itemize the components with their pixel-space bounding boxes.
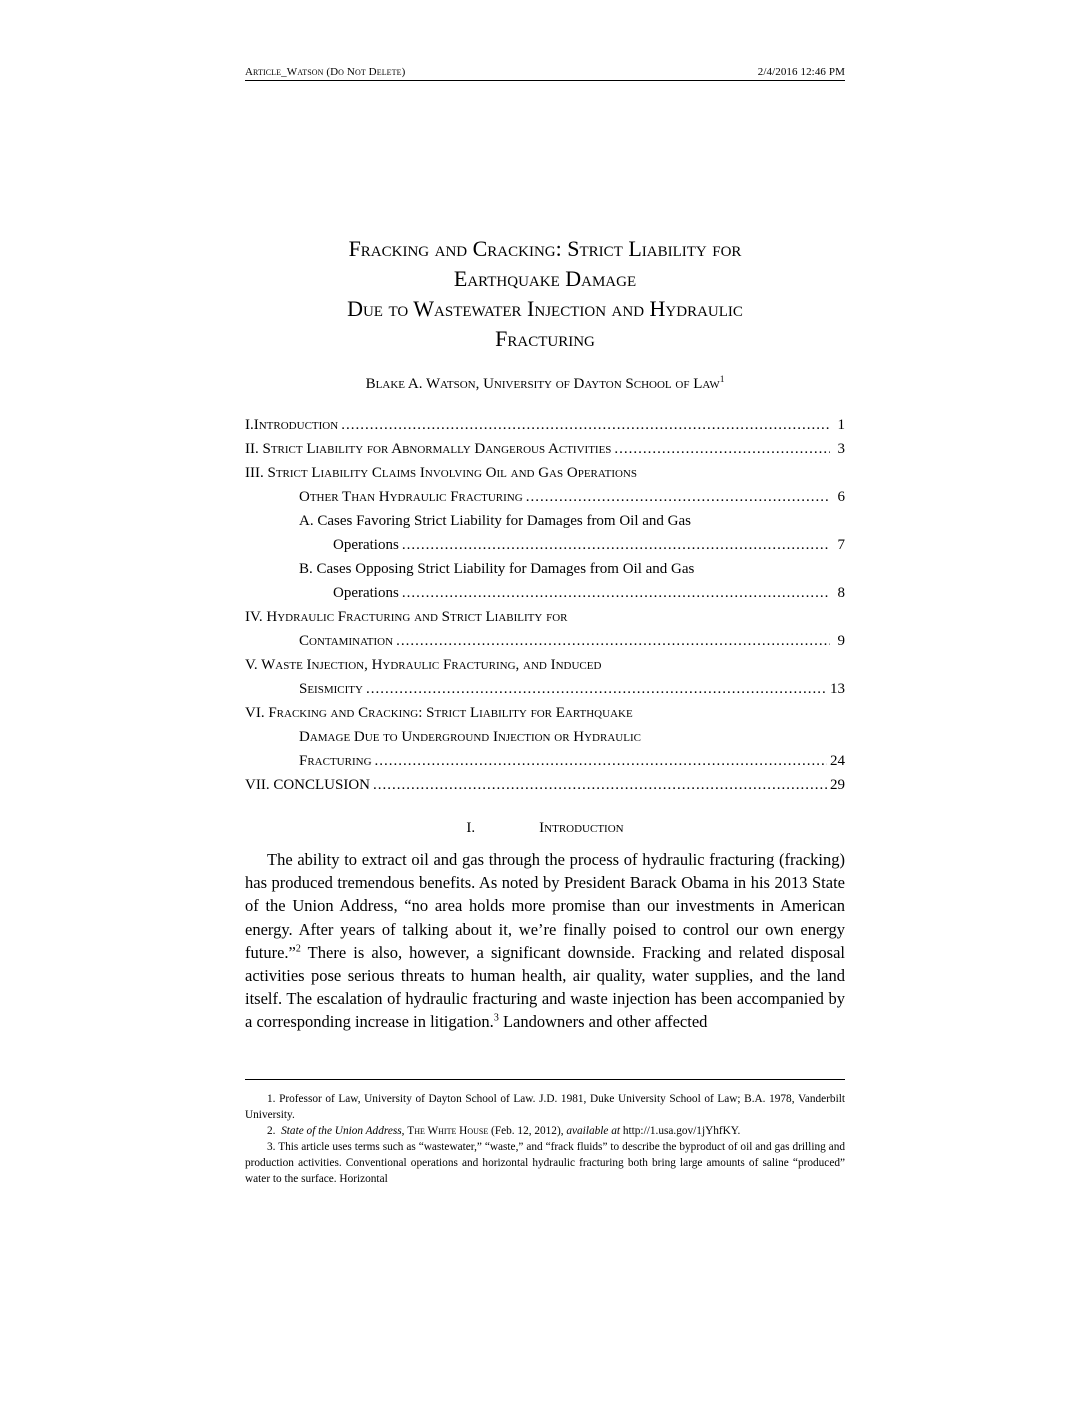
toc-leader-dots <box>396 629 830 653</box>
toc-leader-dots <box>366 677 827 701</box>
title-line-4: Fracturing <box>495 326 595 351</box>
toc-entry[interactable]: III. Strict Liability Claims Involving Oil and Gas Operations <box>245 465 637 481</box>
toc-entry[interactable]: A. Cases Favoring Strict Liability for Damages from Oil and Gas <box>299 513 692 529</box>
table-of-contents <box>245 413 845 797</box>
footnote-2: 2. State of the Union Address, The White House (Feb. 12, 2012), available at http://1.usa.gov/1jYhfKY. <box>267 1125 741 1137</box>
running-head <box>245 66 845 81</box>
toc-entry[interactable]: B. Cases Opposing Strict Liability for Damages from Oil and Gas <box>299 561 695 577</box>
toc-leader-dots <box>373 773 827 797</box>
toc-entry[interactable]: VII. CONCLUSION ..... 29 <box>245 773 845 797</box>
footnote-divider <box>245 1079 845 1080</box>
section-heading <box>245 820 845 837</box>
footnote-3: 3. This article uses terms such as “wastewater,” “waste,” and “frack fluids” to describe the byproduct of oil and gas drilling and production activities. Conventional operations and horizontal hydraulic fracturing both bring large amounts of saline “produced” water to the surface. Horizontal <box>245 1141 845 1185</box>
running-head-left: Article_Watson (Do Not Delete) <box>245 66 406 78</box>
toc-entry[interactable]: Fracturing ..... 24 <box>245 749 845 773</box>
footnote-mark-3[interactable]: 3 <box>493 1012 499 1024</box>
toc-leader-dots <box>341 413 830 437</box>
toc-leader-dots <box>402 581 830 605</box>
toc-leader-dots <box>375 749 827 773</box>
title-line-1: Fracking and Cracking: Strict Liability for <box>348 236 742 261</box>
title-line-3: Due to Wastewater Injection and Hydraulic <box>347 296 743 321</box>
author-line <box>245 376 845 393</box>
running-head-right: 2/4/2016 12:46 PM <box>757 66 845 78</box>
toc-entry[interactable]: IV. Hydraulic Fracturing and Strict Liability for <box>245 609 568 625</box>
author-name: Blake A. Watson, University of Dayton School of Law <box>365 376 720 392</box>
footnote-1: 1. Professor of Law, University of Dayton School of Law. J.D. 1981, Duke University School of Law; B.A. 1978, Vanderbilt University. <box>245 1093 845 1121</box>
section-title: Introduction <box>539 820 624 836</box>
footnotes <box>245 1091 845 1187</box>
toc-entry[interactable]: Operations ..... 8 <box>245 581 845 605</box>
title-line-2: Earthquake Damage <box>453 266 637 291</box>
toc-leader-dots <box>402 533 830 557</box>
toc-entry[interactable]: Operations ..... 7 <box>245 533 845 557</box>
toc-entry[interactable]: Other Than Hydraulic Fracturing ..... 6 <box>245 485 845 509</box>
toc-entry[interactable]: V. Waste Injection, Hydraulic Fracturing, and Induced <box>245 657 602 673</box>
toc-entry[interactable]: Damage Due to Underground Injection or Hydraulic <box>299 729 641 745</box>
toc-leader-dots <box>614 437 830 461</box>
footnote-mark-2[interactable]: 2 <box>295 943 301 955</box>
toc-entry[interactable]: II. Strict Liability for Abnormally Dangerous Activities ..... 3 <box>245 437 845 461</box>
footnote-link[interactable]: http://1.usa.gov/1jYhfKY. <box>622 1125 741 1137</box>
toc-entry[interactable]: VI. Fracking and Cracking: Strict Liability for Earthquake <box>245 705 633 721</box>
footnote-mark-1[interactable]: 1 <box>719 374 725 384</box>
article-title <box>245 234 845 354</box>
toc-entry[interactable]: Seismicity ..... 13 <box>245 677 845 701</box>
toc-entry[interactable]: I.Introduction ..... 1 <box>245 413 845 437</box>
section-number: I. <box>466 820 476 836</box>
body-paragraph: The ability to extract oil and gas through the process of hydraulic fracturing (fracking) has produced tremendous benefits. As noted by President Barack Obama in his 2013 State of the Union Address, “no area holds more promise than our investments in American energy. After years of talking about it, we’re finally poised to control our own energy future.”$^2$ There is also, however, a significant downside. Fracking and related disposal activities pose serious threats to human health, air quality, water supplies, and the land itself. The escalation of hydraulic fracturing and waste injection has been accompanied by a corresponding increase in litigation.$^3$ Landowners and other affected <box>245 850 845 1032</box>
toc-leader-dots <box>526 485 830 509</box>
toc-entry[interactable]: Contamination ..... 9 <box>245 629 845 653</box>
